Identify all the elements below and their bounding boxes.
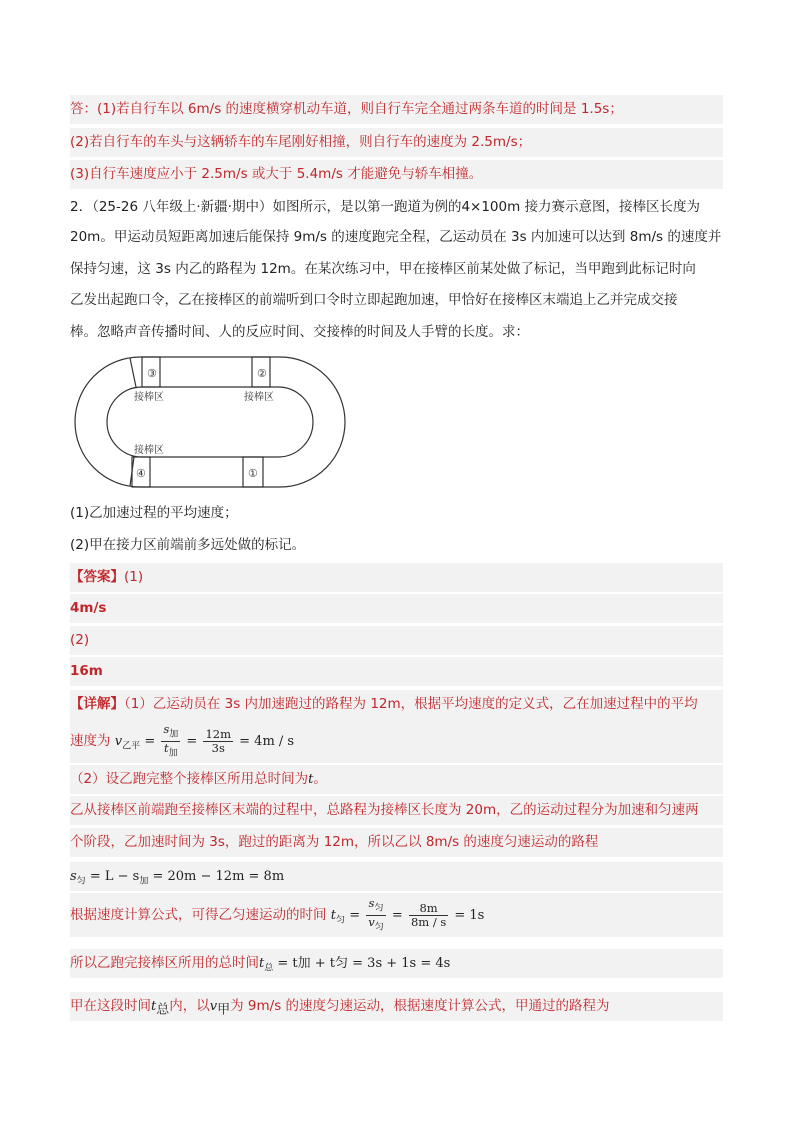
detail-text-1: （1）乙运动员在 3s 内加速跑过的路程为 12m，根据平均速度的定义式，乙在加速过程中的平均 — [124, 696, 698, 712]
uniform-time-formula: $t_匀$ = $\frac{s_匀}{v_匀}$ = $\frac{8m}{8m / s}$ = 1s — [330, 895, 485, 933]
question-line-4: 乙发出起跑口令，乙在接棒区的前端听到口令时立即起跑加速，甲恰好在接棒区末端追上乙并完成交接 — [70, 292, 678, 308]
answer-value-2: 16m — [70, 657, 723, 686]
zone-label-top-left: 接棒区 — [134, 392, 164, 403]
start-line-left — [130, 358, 136, 387]
prev-answer-2: (2)若自行车的车头与这辆轿车的车尾刚好相撞，则自行车的速度为 2.5m/s； — [70, 128, 723, 157]
total-time-formula: $t_总 = t$加 + t匀 = 3s + 1s = 4s — [259, 956, 451, 974]
question-line-5: 棒。忽略声音传播时间、人的反应时间、交接棒的时间及人手臂的长度。求： — [70, 324, 529, 340]
answer-tag: 【答案】 — [70, 569, 124, 585]
answer-part-2-label: (2) — [70, 626, 723, 655]
track-outer — [75, 357, 345, 487]
marker-4: ④ — [136, 467, 146, 480]
sub-question-2: (2)甲在接力区前端前多远处做的标记。 — [70, 537, 306, 553]
marker-3: ③ — [147, 367, 157, 380]
answer-part-1-label: (1) — [124, 569, 144, 585]
detail-line-6 — [70, 862, 723, 891]
marker-2: ② — [257, 367, 267, 380]
uniform-distance-formula: $s_匀 = L - s_加 = 20m - 12m = 8m$ — [70, 869, 285, 887]
detail-line-9: 甲在这段时间$t_总$内，以$v_甲$为 9m/s 的速度匀速运动，根据速度计算公式，甲通过的路程为 — [70, 992, 723, 1021]
detail-line-4: 乙从接棒区前端跑至接棒区末端的过程中，总路程为接棒区长度为 20m，乙的运动过程分为加速和匀速两 — [70, 796, 723, 825]
question-line-3: 保持匀速，这 3s 内乙的路程为 12m。在某次练习中，甲在接棒区前某处做了标记，当甲跑到此标记时向 — [70, 261, 696, 277]
detail-text-2: 速度为 — [70, 733, 111, 749]
answer-value-1: 4m/s — [70, 594, 723, 623]
detail-line-5: 个阶段，乙加速时间为 3s，跑过的距离为 12m，所以乙以 8m/s 的速度匀速运动的路程 — [70, 828, 723, 857]
detail-line-3: （2）设乙跑完整个接棒区所用总时间为t。 — [70, 765, 723, 794]
relay-track-diagram — [70, 352, 350, 492]
zone-label-top-right: 接棒区 — [244, 392, 274, 403]
detail-line-2 — [70, 719, 723, 763]
avg-speed-formula: $v_{乙平}$ = $\frac{s_加}{t_加}$ = $\frac{12m}{3s}$ = 4m / s — [114, 721, 295, 759]
zone-label-bottom: 接棒区 — [134, 445, 164, 456]
detail-line-8: 所以乙跑完接棒区所用的总时间$t_总 = t$加 + t匀 = 3s + 1s = 4s — [70, 949, 723, 978]
detail-line-7: 根据速度计算公式，可得乙匀速运动的时间 $t_匀$ = $\frac{s_匀}{v_匀}$ = $\frac{8m}{8m / s}$ = 1s — [70, 893, 723, 937]
marker-1: ① — [248, 467, 258, 480]
detail-line-1 — [70, 690, 723, 719]
sub-question-1: (1)乙加速过程的平均速度； — [70, 505, 238, 521]
question-line-2: 20m。甲运动员短距离加速后能保持 9m/s 的速度跑完全程，乙运动员在 3s 内加速可以达到 8m/s 的速度并 — [70, 229, 722, 245]
prev-answer-3: (3)自行车速度应小于 2.5m/s 或大于 5.4m/s 才能避免与轿车相撞。 — [70, 160, 723, 189]
question-line-1: 2．（25-26 八年级上·新疆·期中）如图所示，是以第一跑道为例的4×100m 接力赛示意图，接棒区长度为 — [70, 199, 701, 215]
prev-answer-1: 答：(1)若自行车以 6m/s 的速度横穿机动车道，则自行车完全通过两条车道的时间是 1.5s； — [70, 95, 723, 124]
answer-header — [70, 563, 723, 592]
detail-tag: 【详解】 — [70, 696, 124, 712]
